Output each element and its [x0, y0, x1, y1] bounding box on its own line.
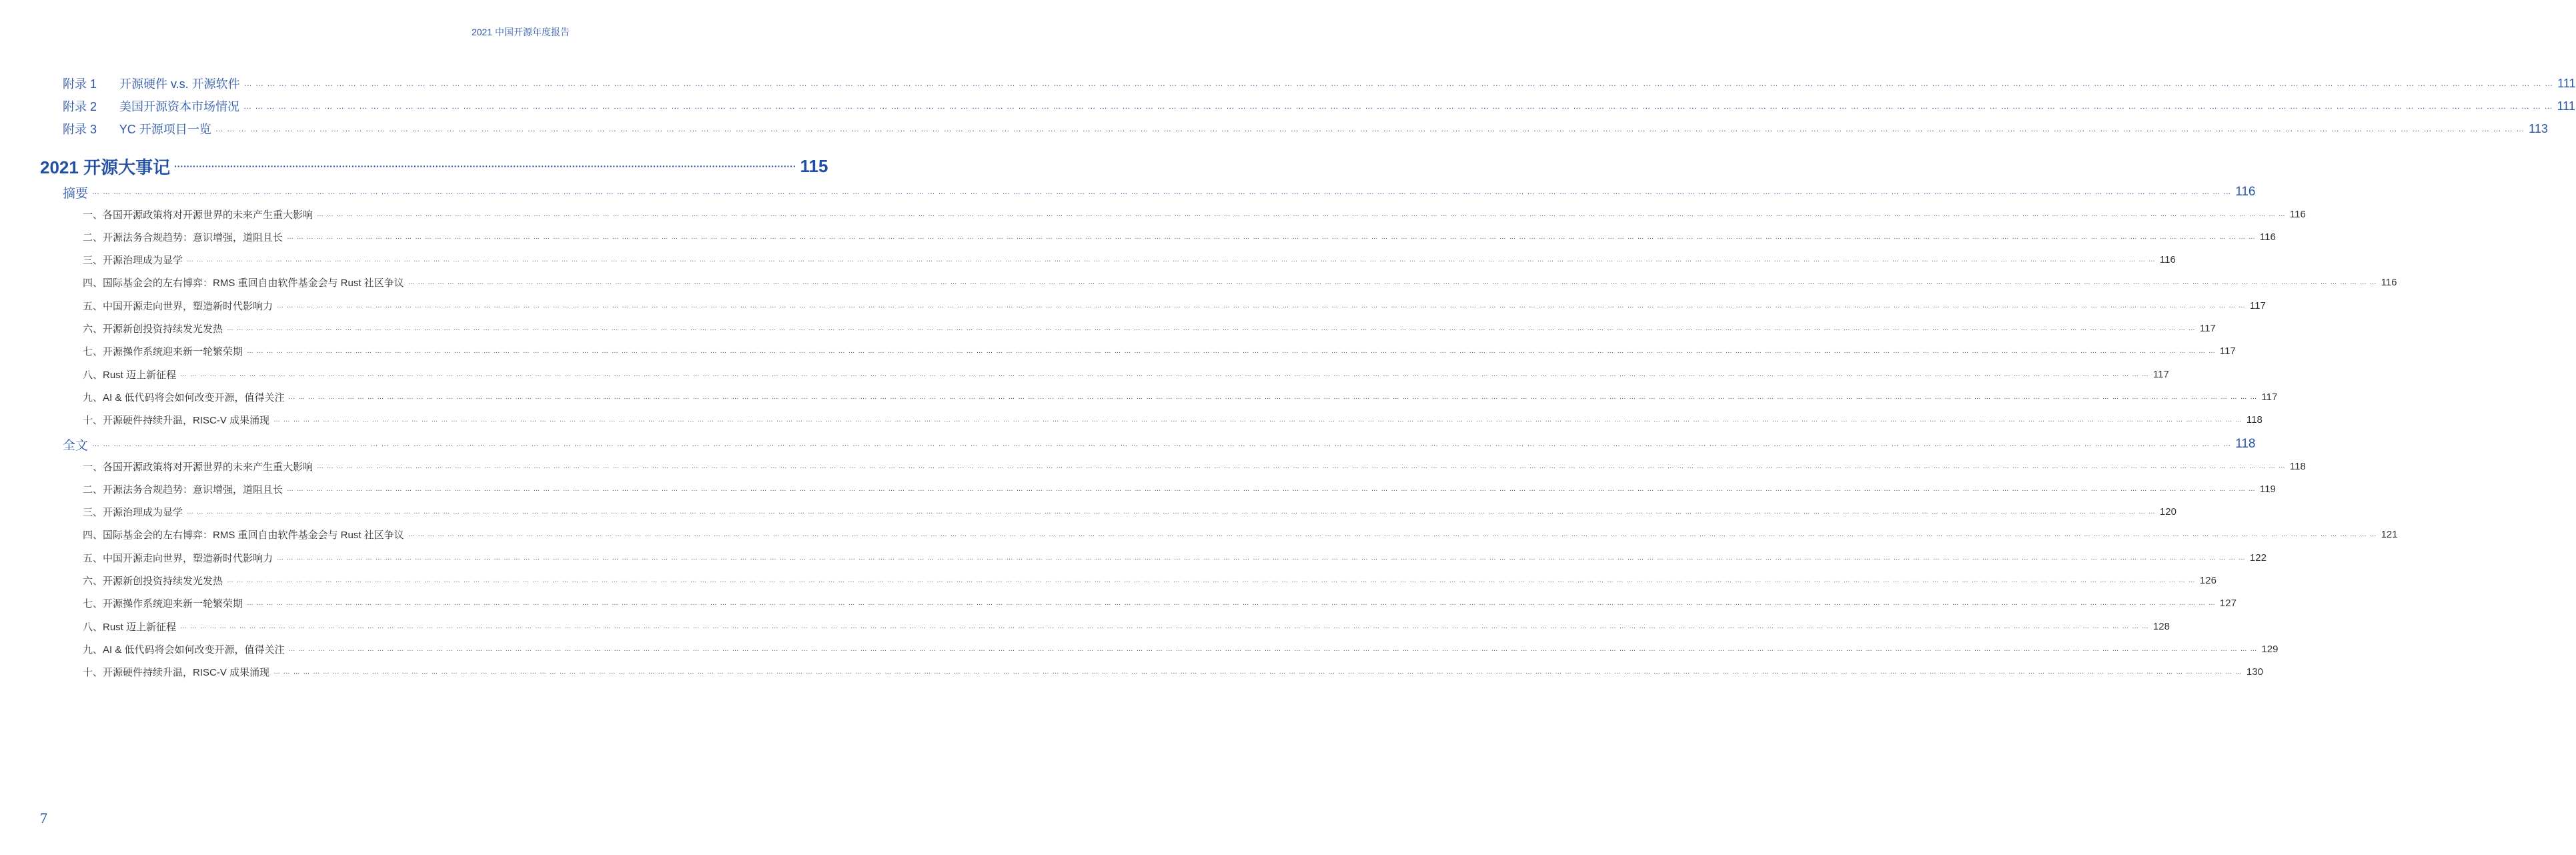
page-number: 122	[2249, 552, 2267, 564]
dot-leader: … … … … … … … … … … … … … … … … … … … … … … … … … … … … … … … … … … … … … … … … … … … … … … … … … … … … … … … … … … … … … … … … … … … … … … … … … … … … … … … … … … … … … … … … … … … … … … … … … … … … … … … … … … … … … … … … … … … … … … … … … … … … … … … … … … … … … … … … … … … … … … … … … … … … … … … … … … … … … … … … … … … … … … … … … … … … … … … … … … … … … … … … … … … … … … … … … … … … … … … …	[317, 210, 2286, 218]
page-number: 128	[2152, 620, 2170, 632]
toc-section-summary[interactable]	[63, 182, 2256, 202]
toc-item[interactable]	[83, 618, 2170, 635]
toc-item[interactable]	[83, 526, 2398, 544]
toc-item-title: 三、开源治理成为显学	[83, 255, 183, 267]
toc-item[interactable]	[83, 274, 2397, 291]
page-number: 117	[2199, 323, 2216, 334]
dot-leader: … … … … … … … … … … … … … … … … … … … … … … … … … … … … … … … … … … … … … … … … … … … … … … … … … … … … … … … … … … … … … … … … … … … … … … … … … … … … … … … … … … … … … … … … … … … … … … … … … … … … … … … … … … … … … … … … … … … … … … … … … … … … … … … … … … … … … … … … … … … … … … … … … … … … … … … … … … … … … … … … … … … … … … … … … … … … … … … … … … … … … … … … … … … … … … … … … … … … … … … …	[408, 279, 2377, 287]
dot-leader: … … … … … … … … … … … … … … … … … … … … … … … … … … … … … … … … … … … … … … … … … … … … … … … … … … … … … … … … … … … … … … … … … … … … … … … … … … … … … … … … … … … … … … … … … … … … … … … … … … … … … … … … … … … … … … … … … … … … … … … … … … … … … … … … … … … … … … … … … … … … … … … … … … … … … … … … … … … … … … … … … … … … … … … … … … … … … … … … … … … … … … … … … … … … … … … … … … … … … … … …	[247, 600, 2216, 608]
dot-leader: … … … … … … … … … … … … … … … … … … … … … … … … … … … … … … … … … … … … … … … … … … … … … … … … … … … … … … … … … … … … … … … … … … … … … … … … … … … … … … … … … … … … … … … … … … … … … … … … … … … … … … … … … … … … … … … … … … … … … … … … … … … … … … … … … … … … … … … … … … … … … … … … … … … … … … … … … … … … … … … … … … … … … … … … … … … … … … … … … … … … … … … … … … … … … … … … … … … … … … … …	[277, 554, 2246, 562]
toc-item[interactable]	[83, 595, 2236, 612]
dot-leader: … … … … … … … … … … … … … … … … … … … … … … … … … … … … … … … … … … … … … … … … … … … … … … … … … … … … … … … … … … … … … … … … … … … … … … … … … … … … … … … … … … … … … … … … … … … … … … … … … … … … … … … … … … … … … … … … … … … … … … … … … … … … … … … … … … … … … … … … … … … … … … … … … … … … … … … … … … … … … … … … … … … … … … … … … … … … … … … … … … … … … … … … … … … … … … … … … … … … … … … …	[187, 256, 2156, 264]
page-number: 118	[2246, 414, 2263, 426]
page-number: 126	[2199, 575, 2216, 586]
toc-item[interactable]	[83, 504, 2176, 521]
appendix-title: 美国开源资本市场情况	[119, 100, 240, 113]
page-number: 117	[2219, 345, 2236, 357]
running-header: 2021 中国开源年度报告	[471, 27, 570, 37]
toc-appendix-1[interactable]	[63, 73, 2576, 93]
dot-leader: ········································································································································································································	[174, 161, 796, 171]
toc-item[interactable]	[83, 411, 2263, 429]
toc-item-title: 十、开源硬件持续升温，RISC-V 成果涌现	[83, 415, 270, 427]
appendix-number: 附录 2	[63, 100, 97, 113]
toc-item-title: 五、中国开源走向世界，塑造新时代影响力	[83, 552, 273, 564]
page-number: 119	[2259, 483, 2276, 495]
toc-item[interactable]	[83, 388, 2278, 405]
dot-leader: … … … … … … … … … … … … … … … … … … … … … … … … … … … … … … … … … … … … … … … … … … … … … … … … … … … … … … … … … … … … … … … … … … … … … … … … … … … … … … … … … … … … … … … … … … … … … … … … … … … … … … … … … … … … … … … … … … … … … … … … … … … … … … … … … … … … … … … … … … … … … … … … … … … … … … … … … … … … … … … … … … … … … … … … … … … … … … … … … … … … … … … … … … … … … … … … … … … … … … … …	[180, 622, 2149, 630]
toc-item-title: 七、开源操作系统迎来新一轮繁荣期	[83, 346, 243, 358]
toc-item[interactable]	[83, 480, 2276, 498]
dot-leader: … … … … … … … … … … … … … … … … … … … … … … … … … … … … … … … … … … … … … … … … … … … … … … … … … … … … … … … … … … … … … … … … … … … … … … … … … … … … … … … … … … … … … … … … … … … … … … … … … … … … … … … … … … … … … … … … … … … … … … … … … … … … … … … … … … … … … … … … … … … … … … … … … … … … … … … … … … … … … … … … … … … … … … … … … … … … … … … … … … … … … … … … … … … … … … … … … … … … … … … …	[317, 462, 2286, 470]
page-number: 121	[2381, 529, 2398, 541]
page-footer-number: 7	[40, 810, 47, 826]
dot-leader: … … … … … … … … … … … … … … … … … … … … … … … … … … … … … … … … … … … … … … … … … … … … … … … … … … … … … … … … … … … … … … … … … … … … … … … … … … … … … … … … … … … … … … … … … … … … … … … … … … … … … … … … … … … … … … … … … … … … … … … … … … … … … … … … … … … … … … … … … … … … … … … … … … … … … … … … … … … … … … … … … … … … … … … … … … … … … … … … … … … … … … … … … … … … … … … … … … … … … … … …	[243, 79, 2554, 88]
page-number: 118	[2235, 437, 2256, 451]
appendix-number: 附录 3	[63, 123, 97, 136]
dot-leader: … … … … … … … … … … … … … … … … … … … … … … … … … … … … … … … … … … … … … … … … … … … … … … … … … … … … … … … … … … … … … … … … … … … … … … … … … … … … … … … … … … … … … … … … … … … … … … … … … … … … … … … … … … … … … … … … … … … … … … … … … … … … … … … … … … … … … … … … … … … … … … … … … … … … … … … … … … … … … … … … … … … … … … … … … … … … … … … … … … … … … … … … … … … … … … … … … … … … … … … …	[227, 325, 2196, 332]
toc-item-title: 九、AI & 低代码将会如何改变开源，值得关注	[83, 391, 285, 403]
toc-item-title: 十、开源硬件持续升温，RISC-V 成果涌现	[83, 667, 270, 679]
dot-leader: … … … … … … … … … … … … … … … … … … … … … … … … … … … … … … … … … … … … … … … … … … … … … … … … … … … … … … … … … … … … … … … … … … … … … … … … … … … … … … … … … … … … … … … … … … … … … … … … … … … … … … … … … … … … … … … … … … … … … … … … … … … … … … … … … … … … … … … … … … … … … … … … … … … … … … … … … … … … … … … … … … … … … … … … … … … … … … … … … … … … … … … … … … … … … … … … … … … … … … … …	[288, 393, 2258, 401]
page-number: 120	[2159, 506, 2176, 518]
page-number: 116	[2235, 185, 2256, 199]
page-number: 113	[2529, 121, 2548, 135]
page-number: 116	[2259, 231, 2276, 243]
toc-item[interactable]	[83, 251, 2176, 269]
page-number: 129	[2261, 643, 2279, 655]
section-title: 摘要	[63, 186, 89, 201]
toc-item-title: 二、开源法务合规趋势：意识增强，道阻且长	[83, 231, 283, 243]
dot-leader: … … … … … … … … … … … … … … … … … … … … … … … … … … … … … … … … … … … … … … … … … … … … … … … … … … … … … … … … … … … … … … … … … … … … … … … … … … … … … … … … … … … … … … … … … … … … … … … … … … … … … … … … … … … … … … … … … … … … … … … … … … … … … … … … … … … … … … … … … … … … … … … … … … … … … … … … … … … … … … … … … … … … … … … … … … … … … … … … … … … … … … … … … … … … … … … … … … … … … … … …	[287, 485, 2256, 493]
dot-leader: … … … … … … … … … … … … … … … … … … … … … … … … … … … … … … … … … … … … … … … … … … … … … … … … … … … … … … … … … … … … … … … … … … … … … … … … … … … … … … … … … … … … … … … … … … … … … … … … … … … … … … … … … … … … … … … … … … … … … … … … … … … … … … … … … … … … … … … … … … … … … … … … … … … … … … … … … … … … … … … … … … … … … … … … … … … … … … … … … … … … … … … … … … … … … … … … … … … … … … … …	[273, 668, 2242, 676]
dot-leader: … … … … … … … … … … … … … … … … … … … … … … … … … … … … … … … … … … … … … … … … … … … … … … … … … … … … … … … … … … … … … … … … … … … … … … … … … … … … … … … … … … … … … … … … … … … … … … … … … … … … … … … … … … … … … … … … … … … … … … … … … … … … … … … … … … … … … … … … … … … … … … … … … … … … … … … … … … … … … … … … … … … … … … … … … … … … … … … … … … … … … … … … … … … … … … … … … … … … … … … …	[92, 440, 2232, 448]
toc-item[interactable]	[83, 343, 2236, 360]
toc-item[interactable]	[83, 549, 2267, 566]
page-number: 117	[2261, 391, 2278, 403]
toc-item[interactable]	[83, 205, 2306, 223]
toc-item-title: 四、国际基金会的左右博弈：RMS 重回自由软件基金会与 Rust 社区争议	[83, 530, 404, 542]
dot-leader: … … … … … … … … … … … … … … … … … … … … … … … … … … … … … … … … … … … … … … … … … … … … … … … … … … … … … … … … … … … … … … … … … … … … … … … … … … … … … … … … … … … … … … … … … … … … … … … … … … … … … … … … … … … … … … … … … … … … … … … … … … … … … … … … … … … … … … … … … … … … … … … … … … … … … … … … … … … … … … … … … … … … … … … … … … … … … … … … … … … … … … … … … … … … … … … … … … … … … … … …	[277, 301, 2246, 309]
appendix-title: 开源硬件 v.s. 开源软件	[119, 77, 240, 91]
toc-item-title: 三、开源治理成为显学	[83, 507, 183, 519]
section-title: 全文	[63, 438, 89, 453]
dot-leader: … … … … … … … … … … … … … … … … … … … … … … … … … … … … … … … … … … … … … … … … … … … … … … … … … … … … … … … … … … … … … … … … … … … … … … … … … … … … … … … … … … … … … … … … … … … … … … … … … … … … … … … … … … … … … … … … … … … … … … … … … … … … … … … … … … … … … … … … … … … … … … … … … … … … … … … … … … … … … … … … … … … … … … … … … … … … … … … … … … … … … … … … … … … … … … … … … … … … … … … …	[243, 101, 2553, 111]
toc-item[interactable]	[83, 640, 2279, 658]
toc-chapter[interactable]	[40, 153, 828, 179]
page-number: 118	[2289, 460, 2306, 472]
appendix-title: YC 开源项目一览	[119, 123, 211, 136]
dot-leader: … … … … … … … … … … … … … … … … … … … … … … … … … … … … … … … … … … … … … … … … … … … … … … … … … … … … … … … … … … … … … … … … … … … … … … … … … … … … … … … … … … … … … … … … … … … … … … … … … … … … … … … … … … … … … … … … … … … … … … … … … … … … … … … … … … … … … … … … … … … … … … … … … … … … … … … … … … … … … … … … … … … … … … … … … … … … … … … … … … … … … … … … … … … … … … … … … … … … … … … …	[408, 531, 2377, 539]
toc-item-title: 九、AI & 低代码将会如何改变开源，值得关注	[83, 644, 285, 656]
dot-leader: … … … … … … … … … … … … … … … … … … … … … … … … … … … … … … … … … … … … … … … … … … … … … … … … … … … … … … … … … … … … … … … … … … … … … … … … … … … … … … … … … … … … … … … … … … … … … … … … … … … … … … … … … … … … … … … … … … … … … … … … … … … … … … … … … … … … … … … … … … … … … … … … … … … … … … … … … … … … … … … … … … … … … … … … … … … … … … … … … … … … … … … … … … … … … … … … … … … … … … … …	[287, 233, 2256, 241]
dot-leader: … … … … … … … … … … … … … … … … … … … … … … … … … … … … … … … … … … … … … … … … … … … … … … … … … … … … … … … … … … … … … … … … … … … … … … … … … … … … … … … … … … … … … … … … … … … … … … … … … … … … … … … … … … … … … … … … … … … … … … … … … … … … … … … … … … … … … … … … … … … … … … … … … … … … … … … … … … … … … … … … … … … … … … … … … … … … … … … … … … … … … … … … … … … … … … … … … … … … … … … …	[273, 416, 2242, 424]
toc-item-title: 五、中国开源走向世界，塑造新时代影响力	[83, 300, 273, 312]
toc-item[interactable]	[83, 297, 2266, 314]
toc-item-title: 八、Rust 迈上新征程	[83, 621, 177, 633]
dot-leader: … … … … … … … … … … … … … … … … … … … … … … … … … … … … … … … … … … … … … … … … … … … … … … … … … … … … … … … … … … … … … … … … … … … … … … … … … … … … … … … … … … … … … … … … … … … … … … … … … … … … … … … … … … … … … … … … … … … … … … … … … … … … … … … … … … … … … … … … … … … … … … … … … … … … … … … … … … … … … … … … … … … … … … … … … … … … … … … … … … … … … … … … … … … … … … … … … … … … … … … …	[247, 347, 2216, 355]
page-number: 116	[2159, 254, 2176, 266]
toc-item[interactable]	[83, 228, 2276, 245]
page-number: 111	[2557, 99, 2575, 113]
toc-item-title: 二、开源法务合规趋势：意识增强，道阻且长	[83, 484, 283, 496]
toc-item-title: 八、Rust 迈上新征程	[83, 369, 177, 381]
toc-appendix-2[interactable]	[63, 96, 2575, 116]
page-number: 115	[800, 155, 828, 176]
toc-item[interactable]	[83, 572, 2216, 590]
toc-item-title: 四、国际基金会的左右博弈：RMS 重回自由软件基金会与 Rust 社区争议	[83, 277, 404, 289]
toc-item-title: 六、开源新创投资持续发光发热	[83, 323, 223, 335]
dot-leader: … … … … … … … … … … … … … … … … … … … … … … … … … … … … … … … … … … … … … … … … … … … … … … … … … … … … … … … … … … … … … … … … … … … … … … … … … … … … … … … … … … … … … … … … … … … … … … … … … … … … … … … … … … … … … … … … … … … … … … … … … … … … … … … … … … … … … … … … … … … … … … … … … … … … … … … … … … … … … … … … … … … … … … … … … … … … … … … … … … … … … … … … … … … … … … … … … … … … … … … …	[92, 188, 2232, 196]
appendix-number: 附录 1	[63, 77, 97, 91]
chapter-title: 2021 开源大事记	[40, 157, 171, 177]
toc-item-title: 六、开源新创投资持续发光发热	[83, 576, 223, 587]
page-number: 130	[2246, 666, 2263, 678]
toc-item-title: 一、各国开源政策将对开源世界的未来产生重大影响	[83, 209, 313, 221]
toc-item[interactable]	[83, 458, 2306, 475]
page-number: 111	[2557, 76, 2576, 90]
dot-leader: … … … … … … … … … … … … … … … … … … … … … … … … … … … … … … … … … … … … … … … … … … … … … … … … … … … … … … … … … … … … … … … … … … … … … … … … … … … … … … … … … … … … … … … … … … … … … … … … … … … … … … … … … … … … … … … … … … … … … … … … … … … … … … … … … … … … … … … … … … … … … … … … … … … … … … … … … … … … … … … … … … … … … … … … … … … … … … … … … … … … … … … … … … … … … … … … … … … … … … … …	[215, 124, 2525, 133]
dot-leader: … … … … … … … … … … … … … … … … … … … … … … … … … … … … … … … … … … … … … … … … … … … … … … … … … … … … … … … … … … … … … … … … … … … … … … … … … … … … … … … … … … … … … … … … … … … … … … … … … … … … … … … … … … … … … … … … … … … … … … … … … … … … … … … … … … … … … … … … … … … … … … … … … … … … … … … … … … … … … … … … … … … … … … … … … … … … … … … … … … … … … … … … … … … … … … … … … … … … … … … …	[187, 508, 2156, 516]
toc-item-title: 一、各国开源政策将对开源世界的未来产生重大影响	[83, 461, 313, 473]
toc-item[interactable]	[83, 664, 2263, 681]
page-number: 117	[2152, 368, 2169, 380]
dot-leader: … … … … … … … … … … … … … … … … … … … … … … … … … … … … … … … … … … … … … … … … … … … … … … … … … … … … … … … … … … … … … … … … … … … … … … … … … … … … … … … … … … … … … … … … … … … … … … … … … … … … … … … … … … … … … … … … … … … … … … … … … … … … … … … … … … … … … … … … … … … … … … … … … … … … … … … … … … … … … … … … … … … … … … … … … … … … … … … … … … … … … … … … … … … … … … … … … … … … … … … …	[180, 370, 2149, 378]
toc-appendix-3[interactable]	[63, 119, 2548, 139]
page-number: 116	[2381, 277, 2397, 289]
toc-item[interactable]	[83, 320, 2216, 337]
toc-section-fulltext[interactable]	[63, 434, 2256, 454]
dot-leader: … … … … … … … … … … … … … … … … … … … … … … … … … … … … … … … … … … … … … … … … … … … … … … … … … … … … … … … … … … … … … … … … … … … … … … … … … … … … … … … … … … … … … … … … … … … … … … … … … … … … … … … … … … … … … … … … … … … … … … … … … … … … … … … … … … … … … … … … … … … … … … … … … … … … … … … … … … … … … … … … … … … … … … … … … … … … … … … … … … … … … … … … … … … … … … … … … … … … … … … …	[227, 577, 2196, 584]
page-number: 117	[2249, 299, 2266, 311]
dot-leader: … … … … … … … … … … … … … … … … … … … … … … … … … … … … … … … … … … … … … … … … … … … … … … … … … … … … … … … … … … … … … … … … … … … … … … … … … … … … … … … … … … … … … … … … … … … … … … … … … … … … … … … … … … … … … … … … … … … … … … … … … … … … … … … … … … … … … … … … … … … … … … … … … … … … … … … … … … … … … … … … … … … … … … … … … … … … … … … … … … … … … … … … … … … … … … … … … … … … … … … …	[288, 645, 2258, 653]
page-number: 127	[2219, 598, 2236, 610]
toc-item-title: 七、开源操作系统迎来新一轮繁荣期	[83, 598, 243, 610]
page-number: 116	[2289, 208, 2306, 220]
toc-item[interactable]	[83, 365, 2169, 383]
